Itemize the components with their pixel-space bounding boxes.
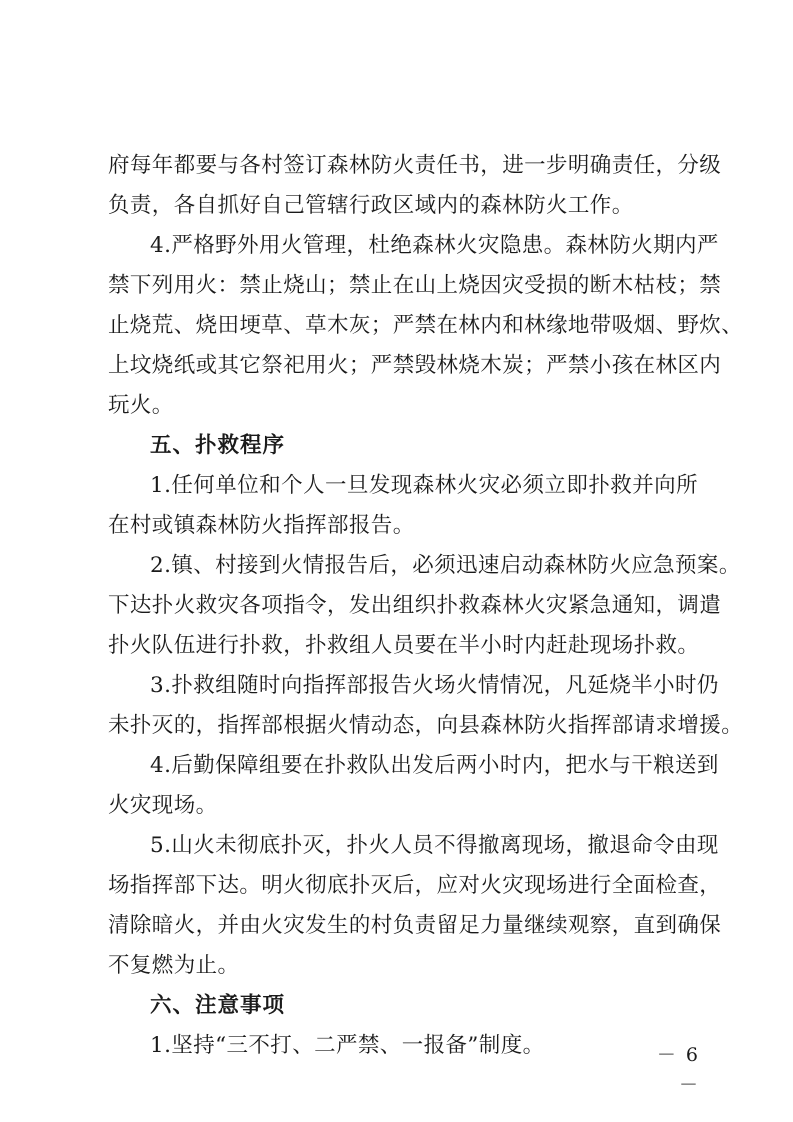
text-line: 上坟烧纸或其它祭祀用火；严禁毁林烧木炭；严禁小孩在林区内 (108, 353, 722, 378)
text-line: 4.严格野外用火管理，杜绝森林火灾隐患。森林防火期内严 (150, 233, 719, 258)
section-heading: 五、扑救程序 (150, 433, 286, 458)
text-line: 场指挥部下达。明火彻底扑灭后，应对火灾现场进行全面检查， (108, 873, 722, 898)
section-heading: 六、注意事项 (150, 993, 286, 1018)
text-line: 扑火队伍进行扑救，扑救组人员要在半小时内赶赴现场扑救。 (108, 633, 700, 658)
text-line: 2.镇、村接到火情报告后，必须迅速启动森林防火应急预案。 (150, 553, 741, 578)
text-line: 3.扑救组随时向指挥部报告火场火情情况，凡延烧半小时仍 (150, 673, 719, 698)
text-line: 府每年都要与各村签订森林防火责任书，进一步明确责任，分级 (108, 153, 722, 178)
text-line: 4.后勤保障组要在扑救队出发后两小时内，把水与干粮送到 (150, 753, 719, 778)
text-line: 负责，各自抓好自己管辖行政区域内的森林防火工作。 (108, 193, 634, 218)
text-line: 5.山火未彻底扑灭，扑火人员不得撤离现场，撤退命令由现 (150, 833, 719, 858)
text-line: 玩火。 (108, 393, 174, 418)
text-line: 下达扑火救灾各项指令，发出组织扑救森林火灾紧急通知，调遣 (108, 593, 722, 618)
page-number: － 6 － (656, 1044, 700, 1096)
text-line: 清除暗火，并由火灾发生的村负责留足力量继续观察，直到确保 (108, 913, 722, 938)
text-line: 1.坚持“三不打、二严禁、一报备”制度。 (150, 1033, 545, 1058)
text-line: 在村或镇森林防火指挥部报告。 (108, 513, 415, 538)
text-line: 止烧荒、烧田埂草、草木灰；严禁在林内和林缘地带吸烟、野炊、 (108, 313, 744, 338)
text-line: 火灾现场。 (108, 793, 218, 818)
text-line: 1.任何单位和个人一旦发现森林火灾必须立即扑救并向所 (150, 473, 698, 498)
text-line: 未扑灭的，指挥部根据火情动态，向县森林防火指挥部请求增援。 (108, 713, 744, 738)
text-line: 禁下列用火：禁止烧山；禁止在山上烧因灾受损的断木枯枝；禁 (108, 273, 722, 298)
text-line: 不复燃为止。 (108, 953, 240, 978)
